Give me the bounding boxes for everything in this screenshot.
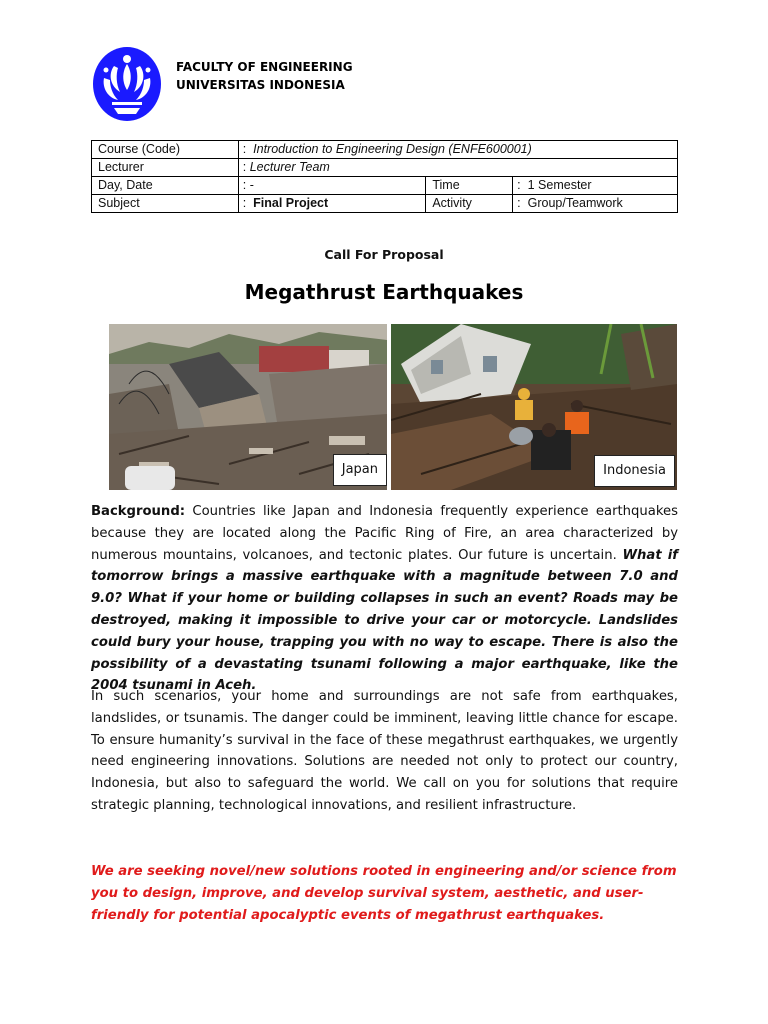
japan-damage-photo bbox=[109, 324, 387, 490]
separator: : bbox=[242, 196, 247, 210]
date-label: Day, Date bbox=[92, 177, 239, 195]
page-title: Megathrust Earthquakes bbox=[244, 280, 524, 304]
university-logo bbox=[92, 46, 162, 122]
course-info-table bbox=[91, 140, 678, 213]
background-paragraph bbox=[91, 501, 678, 697]
photo-label-japan: Japan bbox=[333, 454, 387, 486]
subject-value-cell bbox=[238, 195, 426, 213]
separator: : bbox=[517, 196, 521, 210]
time-label: Time bbox=[426, 177, 513, 195]
subject-label: Subject bbox=[92, 195, 239, 213]
course-label: Course (Code) bbox=[92, 141, 239, 159]
course-value-cell bbox=[238, 141, 677, 159]
table-row bbox=[92, 177, 678, 195]
indonesia-damage-photo bbox=[391, 324, 677, 490]
background-emphasis: What if tomorrow brings a massive earthquake with a magnitude between 7.0 and 9.0? What if your home or building collapses in such an event? Roads may be destroyed, making it impossible to drive your car or motorcycle. Landslides could bury your house, trapping you with no way to escape. There is also the possibility of a devastating tsunami following a major earthquake, like the 2004 tsunami in Aceh. bbox=[91, 547, 678, 694]
separator: : bbox=[242, 160, 247, 174]
call-for-proposal-heading: Call For Proposal bbox=[324, 247, 444, 262]
date-value-cell bbox=[238, 177, 426, 195]
subject-value: Final Project bbox=[253, 196, 329, 210]
faculty-heading bbox=[176, 58, 353, 94]
date-value: - bbox=[249, 178, 254, 192]
separator: : bbox=[517, 178, 521, 192]
scenario-paragraph: In such scenarios, your home and surroundings are not safe from earthquakes, landslides, or tsunamis. The danger could be imminent, leaving little chance for escape. To ensure humanity’s survival in the face of these megathrust earthquakes, we urgently need engineering innovations. Solutions are needed not only to protect our country, Indonesia, but also to safeguard the world. We call on you for solutions that require strategic planning, technological innovations, and resilient infrastructure. bbox=[91, 689, 678, 813]
call-to-action: We are seeking novel/new solutions rooted in engineering and/or science from you to design, improve, and develop survival system, aesthetic, and user-friendly for potential apocalyptic events of megathrust earthquakes. bbox=[91, 864, 677, 923]
activity-value-cell bbox=[513, 195, 678, 213]
lecturer-value: Lecturer Team bbox=[249, 160, 330, 174]
lecturer-value-cell bbox=[238, 159, 677, 177]
faculty-name: FACULTY OF ENGINEERING bbox=[176, 60, 353, 74]
activity-value: Group/Teamwork bbox=[527, 196, 623, 210]
background-lead: Background: bbox=[91, 504, 186, 519]
lecturer-label: Lecturer bbox=[92, 159, 239, 177]
activity-label: Activity bbox=[426, 195, 513, 213]
table-row bbox=[92, 195, 678, 213]
background-text: Countries like Japan and Indonesia frequently experience earthquakes because they are located along the Pacific Ring of Fire, an area characterized by numerous mountains, volcanoes, and tectonic plates. Our future is uncertain. bbox=[91, 504, 678, 563]
table-row bbox=[92, 141, 678, 159]
separator: : bbox=[242, 178, 247, 192]
photo-label-indonesia: Indonesia bbox=[594, 455, 675, 487]
time-value-cell bbox=[513, 177, 678, 195]
university-name: UNIVERSITAS INDONESIA bbox=[176, 78, 345, 92]
time-value: 1 Semester bbox=[527, 178, 592, 192]
separator: : bbox=[242, 142, 247, 156]
course-value: Introduction to Engineering Design (ENFE600001) bbox=[253, 142, 532, 156]
table-row bbox=[92, 159, 678, 177]
